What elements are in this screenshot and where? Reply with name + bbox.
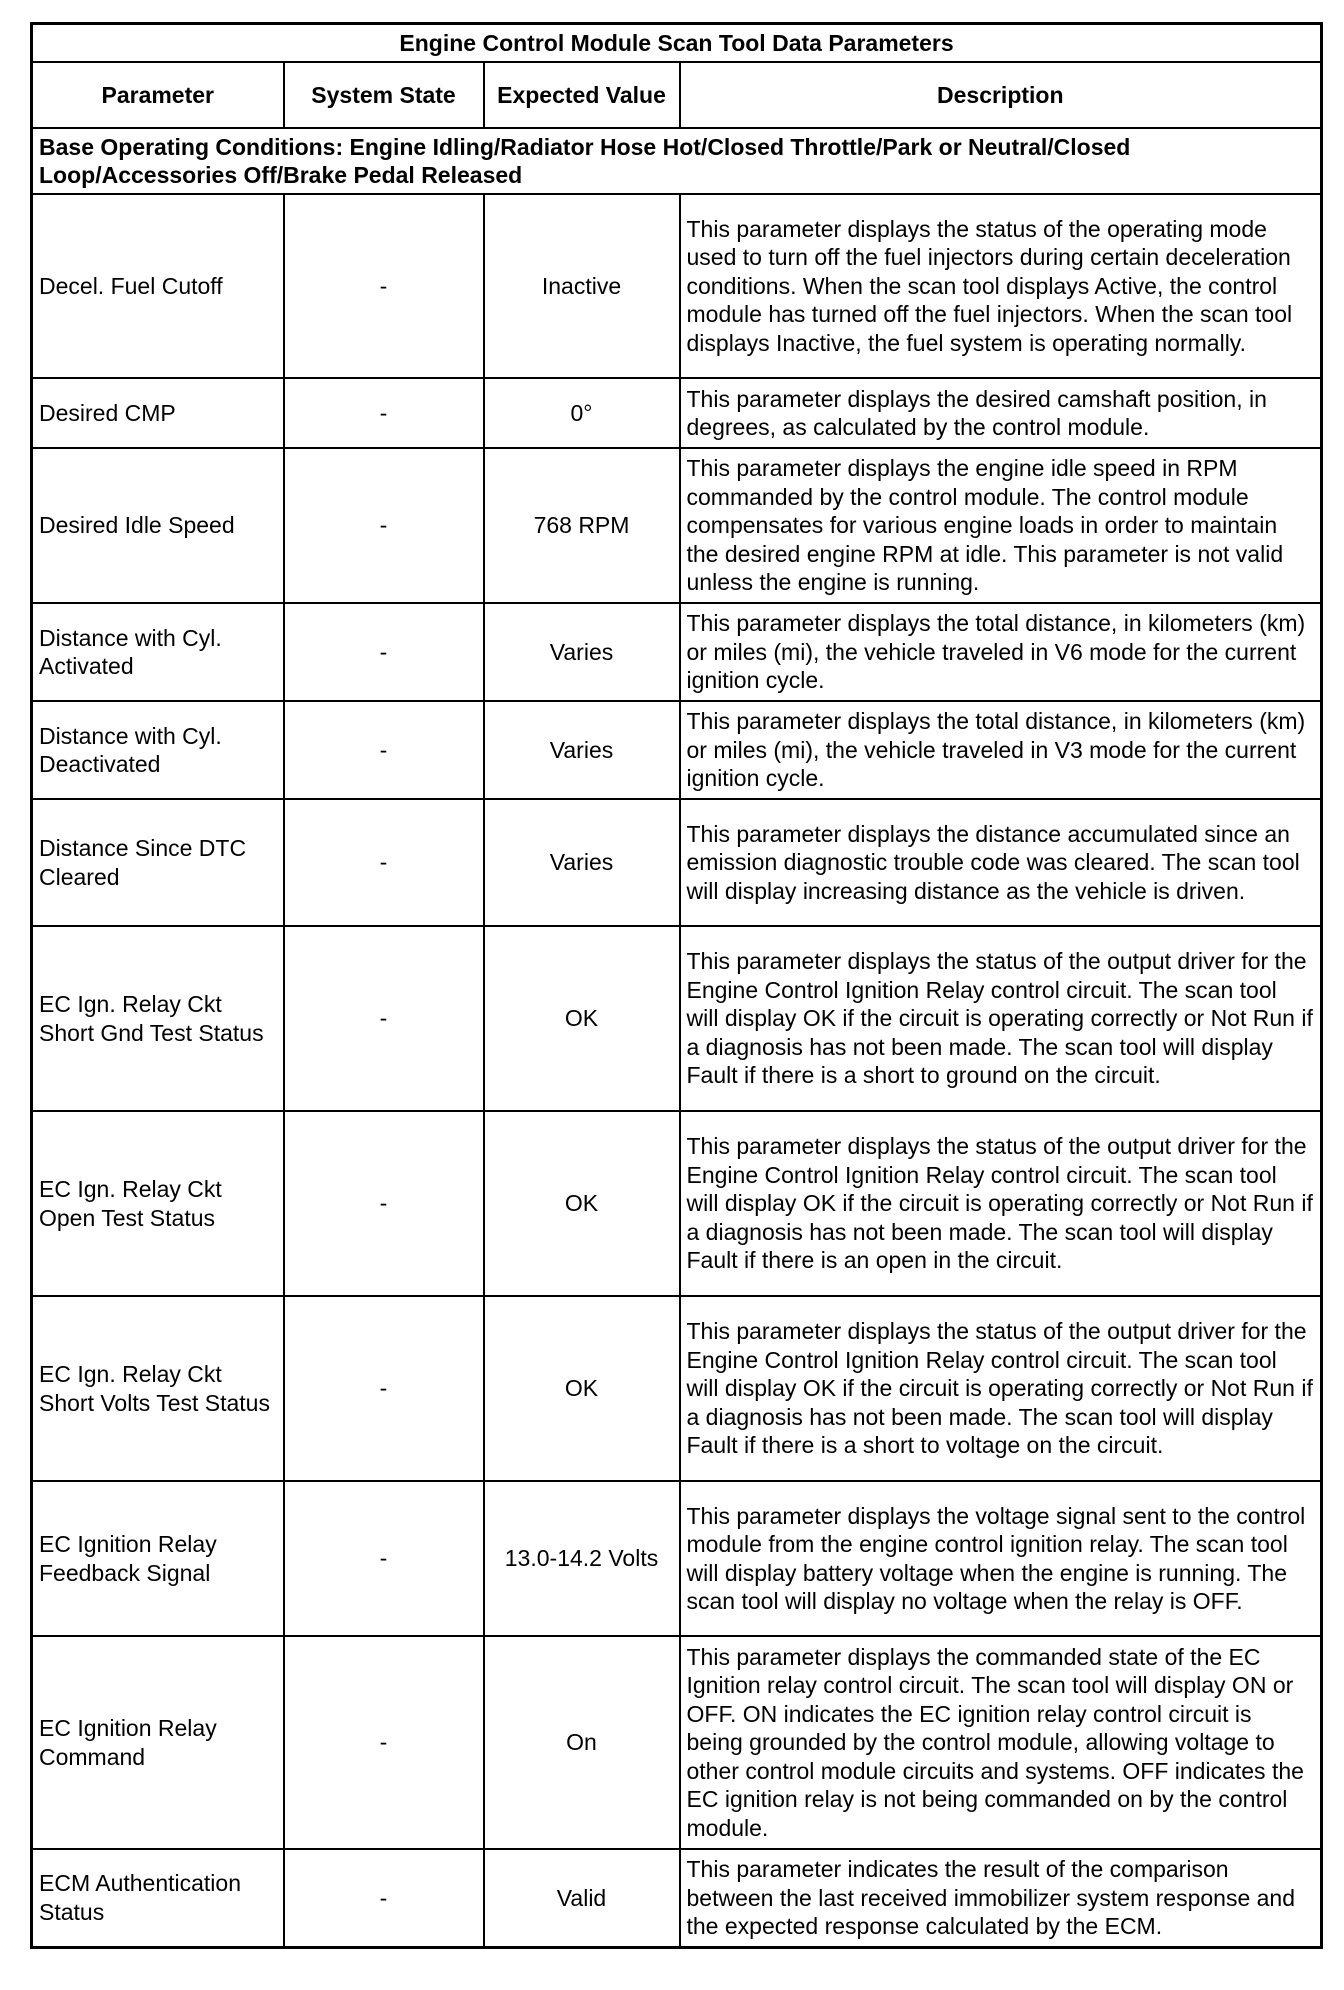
system-state-cell: - — [284, 194, 484, 378]
system-state-cell: - — [284, 1111, 484, 1296]
expected-value-cell: Varies — [484, 603, 680, 701]
expected-value-cell: On — [484, 1636, 680, 1849]
table-row — [32, 1111, 1322, 1296]
system-state-cell: - — [284, 1296, 484, 1481]
description-cell: This parameter displays the status of the output driver for the Engine Control Ignition Relay control circuit. The scan tool will display OK if the circuit is operating correctly or Not Run if a diagnosis has not been made. The scan tool will display Fault if there is a short to voltage on the circuit. — [680, 1296, 1322, 1481]
system-state-cell: - — [284, 926, 484, 1111]
expected-value-cell: Varies — [484, 799, 680, 926]
description-cell: This parameter displays the desired camshaft position, in degrees, as calculated by the control module. — [680, 378, 1322, 448]
table-row — [32, 603, 1322, 701]
expected-value-cell: OK — [484, 1111, 680, 1296]
description-cell: This parameter displays the distance accumulated since an emission diagnostic trouble code was cleared. The scan tool will display increasing distance as the vehicle is driven. — [680, 799, 1322, 926]
header-expected-value: Expected Value — [484, 62, 680, 128]
expected-value-cell: Inactive — [484, 194, 680, 378]
table-row — [32, 1481, 1322, 1636]
parameter-cell: Desired Idle Speed — [32, 448, 284, 603]
parameter-cell: EC Ign. Relay Ckt Short Gnd Test Status — [32, 926, 284, 1111]
parameter-cell: Distance Since DTC Cleared — [32, 799, 284, 926]
system-state-cell: - — [284, 799, 484, 926]
column-header-row — [32, 62, 1322, 128]
parameter-cell: EC Ign. Relay Ckt Short Volts Test Status — [32, 1296, 284, 1481]
system-state-cell: - — [284, 1849, 484, 1947]
header-parameter: Parameter — [32, 62, 284, 128]
table-row — [32, 1849, 1322, 1947]
description-cell: This parameter displays the status of the output driver for the Engine Control Ignition Relay control circuit. The scan tool will display OK if the circuit is operating correctly or Not Run if a diagnosis has not been made. The scan tool will display Fault if there is an open in the circuit. — [680, 1111, 1322, 1296]
system-state-cell: - — [284, 378, 484, 448]
description-cell: This parameter displays the total distance, in kilometers (km) or miles (mi), the vehicle traveled in V6 mode for the current ignition cycle. — [680, 603, 1322, 701]
table-row — [32, 448, 1322, 603]
system-state-cell: - — [284, 1481, 484, 1636]
parameter-cell: Desired CMP — [32, 378, 284, 448]
system-state-cell: - — [284, 1636, 484, 1849]
parameter-cell: EC Ignition Relay Feedback Signal — [32, 1481, 284, 1636]
expected-value-cell: Valid — [484, 1849, 680, 1947]
system-state-cell: - — [284, 448, 484, 603]
description-cell: This parameter displays the commanded state of the EC Ignition relay control circuit. The scan tool will display ON or OFF. ON indicates the EC ignition relay control circuit is being grounded by the control module, allowing voltage to other control module circuits and systems. OFF indicates the EC ignition relay is not being commanded on by the control module. — [680, 1636, 1322, 1849]
description-cell: This parameter displays the status of the operating mode used to turn off the fuel injectors during certain deceleration conditions. When the scan tool displays Active, the control module has turned off the fuel injectors. When the scan tool displays Inactive, the fuel system is operating normally. — [680, 194, 1322, 378]
expected-value-cell: 0° — [484, 378, 680, 448]
expected-value-cell: 13.0-14.2 Volts — [484, 1481, 680, 1636]
expected-value-cell: Varies — [484, 701, 680, 799]
description-cell: This parameter displays the total distance, in kilometers (km) or miles (mi), the vehicle traveled in V3 mode for the current ignition cycle. — [680, 701, 1322, 799]
parameter-cell: Decel. Fuel Cutoff — [32, 194, 284, 378]
system-state-cell: - — [284, 701, 484, 799]
table-row — [32, 926, 1322, 1111]
document-sheet — [30, 22, 1320, 1949]
system-state-cell: - — [284, 603, 484, 701]
header-system-state: System State — [284, 62, 484, 128]
parameter-cell: EC Ignition Relay Command — [32, 1636, 284, 1849]
table-row — [32, 799, 1322, 926]
scan-tool-parameters-table — [30, 22, 1323, 1949]
description-cell: This parameter displays the voltage signal sent to the control module from the engine control ignition relay. The scan tool will display battery voltage when the engine is running. The scan tool will display no voltage when the relay is OFF. — [680, 1481, 1322, 1636]
table-row — [32, 194, 1322, 378]
description-cell: This parameter displays the status of the output driver for the Engine Control Ignition Relay control circuit. The scan tool will display OK if the circuit is operating correctly or Not Run if a diagnosis has not been made. The scan tool will display Fault if there is a short to ground on the circuit. — [680, 926, 1322, 1111]
table-row — [32, 1636, 1322, 1849]
table-title: Engine Control Module Scan Tool Data Parameters — [32, 24, 1322, 63]
table-title-row — [32, 24, 1322, 63]
parameter-cell: Distance with Cyl. Activated — [32, 603, 284, 701]
table-row — [32, 378, 1322, 448]
table-row — [32, 1296, 1322, 1481]
description-cell: This parameter indicates the result of the comparison between the last received immobilizer system response and the expected response calculated by the ECM. — [680, 1849, 1322, 1947]
base-conditions-row — [32, 128, 1322, 194]
expected-value-cell: OK — [484, 1296, 680, 1481]
parameter-cell: ECM Authentication Status — [32, 1849, 284, 1947]
expected-value-cell: OK — [484, 926, 680, 1111]
parameter-cell: Distance with Cyl. Deactivated — [32, 701, 284, 799]
description-cell: This parameter displays the engine idle speed in RPM commanded by the control module. The control module compensates for various engine loads in order to maintain the desired engine RPM at idle. This parameter is not valid unless the engine is running. — [680, 448, 1322, 603]
base-operating-conditions: Base Operating Conditions: Engine Idling/Radiator Hose Hot/Closed Throttle/Park or Neutral/Closed Loop/Accessories Off/Brake Pedal Released — [32, 128, 1322, 194]
header-description: Description — [680, 62, 1322, 128]
parameter-cell: EC Ign. Relay Ckt Open Test Status — [32, 1111, 284, 1296]
table-row — [32, 701, 1322, 799]
table-body — [32, 128, 1322, 1947]
expected-value-cell: 768 RPM — [484, 448, 680, 603]
